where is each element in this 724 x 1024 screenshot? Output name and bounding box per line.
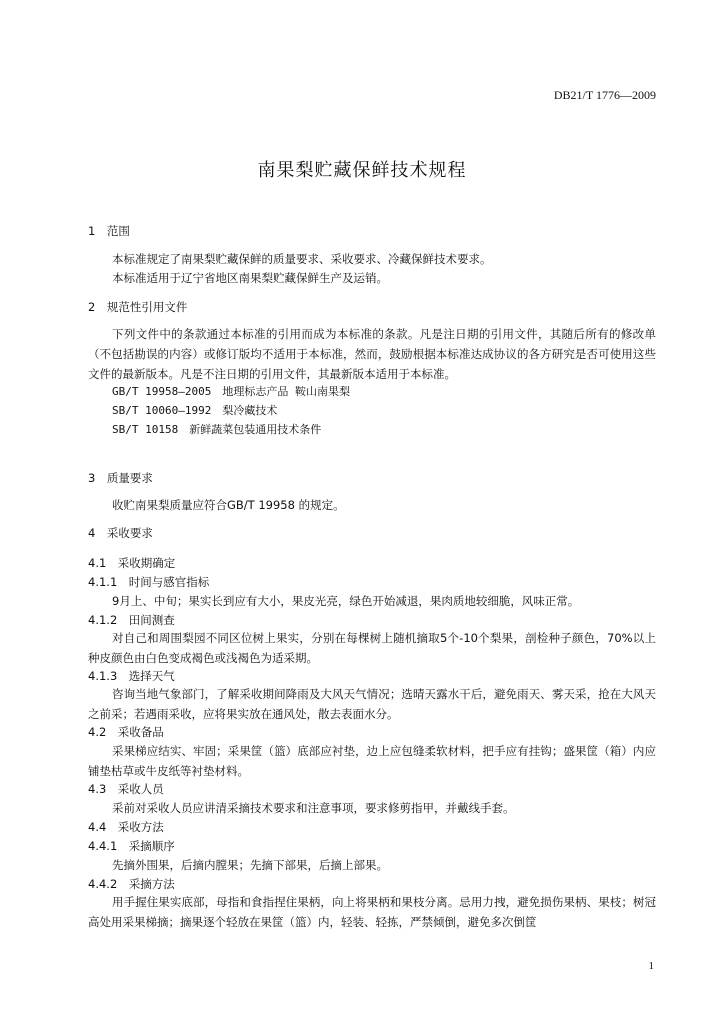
paragraph-4-1-1: 9月上、中旬；果实长到应有大小，果皮光亮，绿色开始减退，果肉质地较细脆，风味正常。 <box>112 594 580 608</box>
paragraph-4-2: 采果梯应结实、牢固；采果筐（篮）底部应衬垫，边上应包缝柔软材料，把手应有挂钩；盛果筐（箱）内应铺垫枯草或牛皮纸等衬垫材料。 <box>88 744 656 778</box>
heading-4-1: 4.1 采收期确定 <box>88 556 176 570</box>
section-2-heading: 2 规范性引用文件 <box>88 300 188 314</box>
section-2-paragraph: 下列文件中的条款通过本标准的引用而成为本标准的条款。凡是注日期的引用文件，其随后所有的修改单（不包括勘误的内容）或修订版均不适用于本标准，然而，鼓励根据本标准达成协议的各方研究是否可使用这些文件的最新版本。凡是不注日期的引用文件，其最新版本适用于本标准。 <box>88 327 656 381</box>
standard-code: DB21/T 1776—2009 <box>553 88 656 102</box>
reference-2: SB/T 10060—1992 梨冷藏技术 <box>112 404 278 417</box>
heading-4-1-3: 4.1.3 选择天气 <box>88 669 175 683</box>
heading-4-1-2: 4.1.2 田间测查 <box>88 613 175 627</box>
paragraph-4-4-1: 先摘外围果，后摘内膛果；先摘下部果，后摘上部果。 <box>112 858 388 872</box>
heading-4-1-1: 4.1.1 时间与感官指标 <box>88 575 210 589</box>
heading-4-4-2: 4.4.2 采摘方法 <box>88 877 175 891</box>
heading-4-4-1: 4.4.1 采摘顺序 <box>88 839 175 853</box>
reference-1: GB/T 19958—2005 地理标志产品 鞍山南果梨 <box>112 385 350 398</box>
heading-4-4: 4.4 采收方法 <box>88 820 164 834</box>
page-number: 1 <box>648 960 654 972</box>
section-3-paragraph: 收贮南果梨质量应符合GB/T 19958 的规定。 <box>112 498 345 512</box>
paragraph-4-4-2: 用手握住果实底部，母指和食指捏住果柄，向上将果柄和果枝分离。忌用力拽，避免损伤果柄、果枝；树冠高处用采果梯摘；摘果逐个轻放在果筐（篮）内，轻装、轻拣，严禁倾倒，避免多次倒筐 <box>88 895 656 929</box>
paragraph-4-1-2: 对自己和周围梨园不同区位树上果实，分别在每棵树上随机摘取5个-10个梨果，剖检种子颜色，70%以上种皮颜色由白色变成褐色或浅褐色为适采期。 <box>88 631 656 665</box>
reference-3: SB/T 10158 新鲜蔬菜包装通用技术条件 <box>112 423 322 436</box>
paragraph-4-3: 采前对采收人员应讲清采摘技术要求和注意事项，要求修剪指甲，并戴线手套。 <box>112 801 515 815</box>
heading-4-2: 4.2 采收备品 <box>88 725 164 739</box>
section-4-heading: 4 采收要求 <box>88 526 153 540</box>
section-3-heading: 3 质量要求 <box>88 471 153 485</box>
paragraph-4-1-3: 咨询当地气象部门，了解采收期间降雨及大风天气情况；选晴天露水干后，避免雨天、雾天采，抢在大风天之前采；若遇雨采收，应将果实放在通风处，散去表面水分。 <box>88 687 656 721</box>
document-title: 南果梨贮藏保鲜技术规程 <box>257 160 467 181</box>
section-1-paragraph-1: 本标准规定了南果梨贮藏保鲜的质量要求、采收要求、冷藏保鲜技术要求。 <box>112 252 492 266</box>
heading-4-3: 4.3 采收人员 <box>88 782 164 796</box>
section-1-heading: 1 范围 <box>88 224 130 238</box>
section-1-paragraph-2: 本标准适用于辽宁省地区南果梨贮藏保鲜生产及运销。 <box>112 271 388 285</box>
